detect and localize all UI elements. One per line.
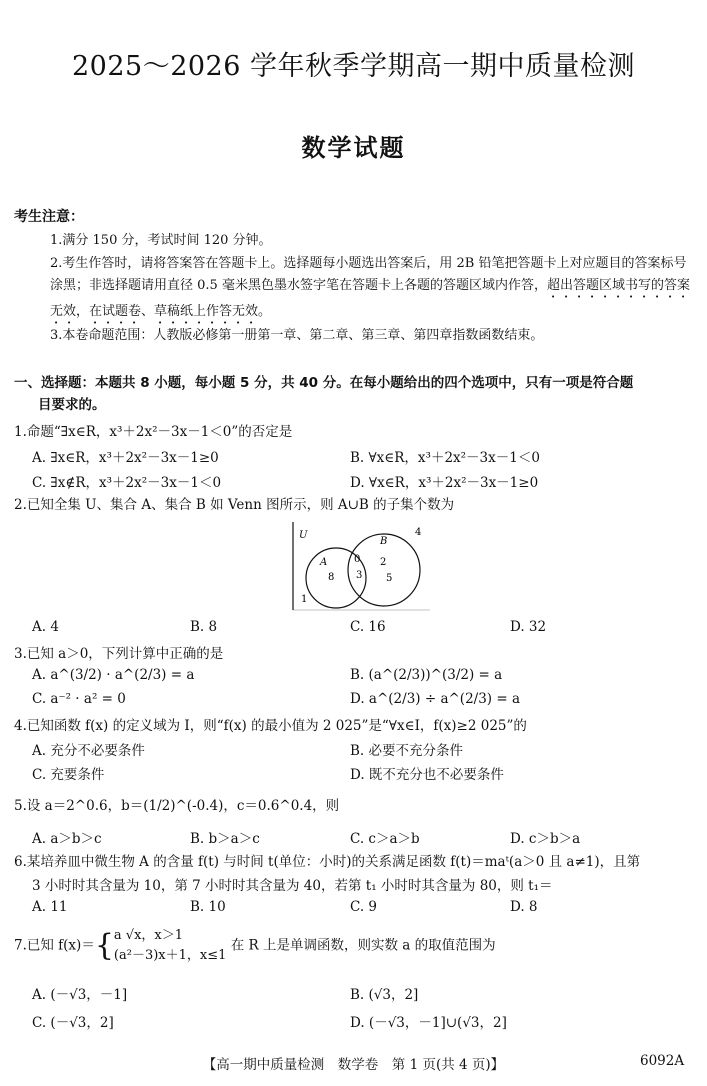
venn-label-a: A xyxy=(320,557,328,568)
venn-label-u: U xyxy=(299,530,308,541)
question-1-option-b: B. ∀x∈R，x³＋2x²－3x－1＜0 xyxy=(350,450,540,466)
piecewise-case-1: a √x，x＞1 xyxy=(113,928,184,943)
venn-number-0: 0 xyxy=(354,554,361,565)
question-5-option-b: B. b＞a＞c xyxy=(190,831,260,847)
question-6-option-c: C. 9 xyxy=(350,899,378,915)
venn-diagram xyxy=(290,520,432,612)
notice-item-2-text: 2.考生作答时，请将答案答在答题卡上。选择题每小题选出答案后，用 2B 铅笔把答题卡上对应题目的答案标号涂黑；非选择题请用直径 0.5 毫米黑色墨水签字笔在答题卡上各题的答题区域内作答， xyxy=(50,256,687,293)
question-2-option-c: C. 16 xyxy=(350,619,386,635)
question-3-option-d: D. a^(2/3) ÷ a^(2/3) = a xyxy=(350,691,521,707)
question-2-option-d: D. 32 xyxy=(510,619,547,635)
question-5-stem: 5.设 a＝2^0.6，b＝(1/2)^(-0.4)，c＝0.6^0.4，则 xyxy=(14,798,340,814)
page-title: 2025～2026 学年秋季学期高一期中质量检测 xyxy=(71,51,635,82)
question-3-stem: 3.已知 a＞0，下列计算中正确的是 xyxy=(14,646,224,662)
notice-item-2-emphasis: 超出答题区域书写的答案无效，在试题卷、草稿纸上作答无效。 xyxy=(50,278,690,319)
question-2-stem: 2.已知全集 U、集合 A、集合 B 如 Venn 图所示，则 A∪B 的子集个数为 xyxy=(14,497,455,513)
question-4-option-b: B. 必要不充分条件 xyxy=(350,743,464,759)
section-heading-line1: 一、选择题：本题共 8 小题，每小题 5 分，共 40 分。在每小题给出的四个选项中，只有一项是符合题 xyxy=(14,375,634,391)
piecewise-cases xyxy=(114,926,226,966)
question-7-option-c: C. (－√3，2] xyxy=(32,1015,114,1031)
venn-number-8: 8 xyxy=(328,572,335,583)
question-7-stem-post: 在 R 上是单调函数，则实数 a 的取值范围为 xyxy=(226,937,496,954)
question-6-option-b: B. 10 xyxy=(190,899,226,915)
page-subtitle: 数学试题 xyxy=(301,134,406,162)
question-7-stem xyxy=(14,926,698,966)
question-6-stem-line1: 6.某培养皿中微生物 A 的含量 f(t) 与时间 t(单位：小时)的关系满足函数 f(t)＝maᵗ(a＞0 且 a≠1)，且第 xyxy=(14,854,641,870)
paper-code: 6092A xyxy=(640,1053,685,1069)
question-3-option-a: A. a^(3/2) · a^(2/3) = a xyxy=(32,667,195,683)
question-7-option-d: D. (－√3，－1]∪(√3，2] xyxy=(350,1015,507,1031)
section-heading-line2: 目要求的。 xyxy=(38,397,106,413)
question-4-option-a: A. 充分不必要条件 xyxy=(32,743,145,759)
question-6-option-d: D. 8 xyxy=(510,899,538,915)
question-7-option-b: B. (√3，2] xyxy=(350,987,419,1003)
question-1-option-c: C. ∃x∉R，x³＋2x²－3x－1＜0 xyxy=(32,475,222,491)
notice-heading: 考生注意： xyxy=(14,209,84,225)
question-7-option-a: A. (－√3，－1] xyxy=(32,987,128,1003)
question-5-option-a: A. a＞b＞c xyxy=(32,831,102,847)
notice-item-1: 1.满分 150 分，考试时间 120 分钟。 xyxy=(50,233,272,248)
piecewise-brace: { xyxy=(94,928,114,963)
venn-number-3: 3 xyxy=(356,570,363,581)
question-5-option-c: C. c＞a＞b xyxy=(350,831,420,847)
question-1-option-d: D. ∀x∈R，x³＋2x²－3x－1≥0 xyxy=(350,475,539,491)
question-6-stem-line2: 3 小时时其含量为 10，第 7 小时时其含量为 40，若第 t₁ 小时时其含量为 80，则 t₁＝ xyxy=(32,878,553,894)
question-4-stem: 4.已知函数 f(x) 的定义域为 I，则“f(x) 的最小值为 2 025”是“∀x∈I，f(x)≥2 025”的 xyxy=(14,718,527,734)
page-footer: 【高一期中质量检测 数学卷 第 1 页(共 4 页)】 xyxy=(202,1057,505,1073)
question-1-option-a: A. ∃x∈R，x³＋2x²－3x－1≥0 xyxy=(32,450,219,466)
venn-number-5: 5 xyxy=(386,573,393,584)
question-3-option-c: C. a⁻² · a² = 0 xyxy=(32,691,126,707)
venn-number-4: 4 xyxy=(415,527,422,538)
piecewise-case-2: (a²－3)x＋1，x≤1 xyxy=(113,948,227,963)
notice-item-2 xyxy=(50,253,696,327)
question-3-option-b: B. (a^(2/3))^(3/2) = a xyxy=(350,667,503,683)
question-4-option-d: D. 既不充分也不必要条件 xyxy=(350,767,504,783)
question-7-stem-pre: 7.已知 f(x)＝ xyxy=(14,937,95,954)
venn-label-b: B xyxy=(380,536,388,547)
question-1-stem: 1.命题“∃x∈R，x³＋2x²－3x－1＜0”的否定是 xyxy=(14,424,293,440)
question-4-option-c: C. 充要条件 xyxy=(32,767,105,783)
question-5-option-d: D. c＞b＞a xyxy=(510,831,581,847)
question-6-option-a: A. 11 xyxy=(32,899,68,915)
notice-item-3: 3.本卷命题范围：人教版必修第一册第一章、第二章、第三章、第四章指数函数结束。 xyxy=(50,328,544,343)
question-2-option-a: A. 4 xyxy=(32,619,59,635)
venn-number-2: 2 xyxy=(380,557,387,568)
venn-number-1: 1 xyxy=(301,594,308,605)
question-2-option-b: B. 8 xyxy=(190,619,218,635)
section-heading xyxy=(14,372,698,416)
